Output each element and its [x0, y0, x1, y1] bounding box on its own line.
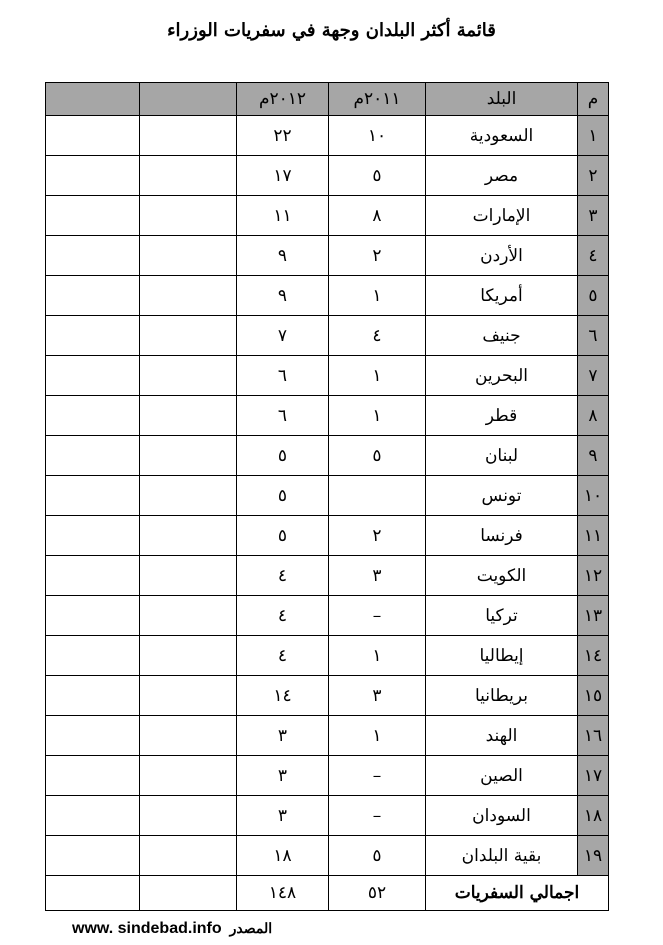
- row-empty-cell: [46, 196, 140, 236]
- source-label: المصدر: [229, 921, 273, 937]
- total-empty-1: [140, 876, 237, 911]
- row-empty-cell: [140, 396, 237, 436]
- row-num-cell: ١٧: [578, 756, 609, 796]
- row-num-cell: ١: [578, 116, 609, 156]
- row-empty-cell: [46, 396, 140, 436]
- table-row: [46, 796, 609, 836]
- row-y2011-cell: ٢: [329, 516, 426, 556]
- row-empty-cell: [140, 676, 237, 716]
- row-num-cell: ١٩: [578, 836, 609, 876]
- row-empty-cell: [46, 516, 140, 556]
- row-y2012-cell: ١٤: [237, 676, 329, 716]
- row-empty-cell: [140, 316, 237, 356]
- total-y2011: ٥٢: [329, 876, 426, 911]
- total-y2012: ١٤٨: [237, 876, 329, 911]
- table-row: [46, 636, 609, 676]
- row-empty-cell: [46, 116, 140, 156]
- row-y2012-cell: ٤: [237, 556, 329, 596]
- header-empty-2: [46, 83, 140, 116]
- row-empty-cell: [46, 796, 140, 836]
- row-empty-cell: [46, 556, 140, 596]
- table-header-row: [46, 83, 609, 116]
- row-num-cell: ١٥: [578, 676, 609, 716]
- row-empty-cell: [140, 436, 237, 476]
- row-empty-cell: [140, 196, 237, 236]
- row-y2011-cell: ١: [329, 636, 426, 676]
- row-y2011-cell: –: [329, 796, 426, 836]
- row-num-cell: ٧: [578, 356, 609, 396]
- row-empty-cell: [140, 556, 237, 596]
- total-label: اجمالي السفريات: [426, 876, 609, 911]
- row-y2012-cell: ٧: [237, 316, 329, 356]
- row-empty-cell: [140, 276, 237, 316]
- row-country-cell: مصر: [426, 156, 578, 196]
- row-empty-cell: [46, 636, 140, 676]
- row-y2012-cell: ٥: [237, 436, 329, 476]
- row-country-cell: لبنان: [426, 436, 578, 476]
- row-country-cell: أمريكا: [426, 276, 578, 316]
- source-line: [72, 920, 272, 938]
- row-empty-cell: [46, 436, 140, 476]
- row-empty-cell: [46, 276, 140, 316]
- row-country-cell: بقية البلدان: [426, 836, 578, 876]
- row-empty-cell: [46, 596, 140, 636]
- row-y2011-cell: ٤: [329, 316, 426, 356]
- row-empty-cell: [140, 716, 237, 756]
- row-empty-cell: [140, 596, 237, 636]
- row-y2011-cell: –: [329, 756, 426, 796]
- row-country-cell: قطر: [426, 396, 578, 436]
- row-num-cell: ٢: [578, 156, 609, 196]
- row-country-cell: البحرين: [426, 356, 578, 396]
- row-empty-cell: [46, 316, 140, 356]
- table-row: [46, 676, 609, 716]
- row-y2011-cell: –: [329, 596, 426, 636]
- row-y2012-cell: ٣: [237, 716, 329, 756]
- row-num-cell: ١١: [578, 516, 609, 556]
- row-y2012-cell: ٩: [237, 276, 329, 316]
- row-empty-cell: [46, 476, 140, 516]
- row-country-cell: الهند: [426, 716, 578, 756]
- row-num-cell: ٣: [578, 196, 609, 236]
- table-row: [46, 116, 609, 156]
- page-title: قائمة أكثر البلدان وجهة في سفريات الوزراء: [167, 20, 496, 41]
- row-empty-cell: [46, 676, 140, 716]
- table-row: [46, 836, 609, 876]
- row-num-cell: ٥: [578, 276, 609, 316]
- row-y2011-cell: ١: [329, 276, 426, 316]
- table-row: [46, 156, 609, 196]
- row-empty-cell: [140, 756, 237, 796]
- row-num-cell: ٩: [578, 436, 609, 476]
- row-empty-cell: [140, 356, 237, 396]
- table-row: [46, 396, 609, 436]
- row-empty-cell: [140, 156, 237, 196]
- source-site[interactable]: www. sindebad.info: [72, 920, 222, 937]
- row-country-cell: السعودية: [426, 116, 578, 156]
- row-num-cell: ٨: [578, 396, 609, 436]
- row-y2012-cell: ٢٢: [237, 116, 329, 156]
- row-y2011-cell: ٥: [329, 156, 426, 196]
- row-y2012-cell: ٥: [237, 476, 329, 516]
- table-row: [46, 436, 609, 476]
- row-country-cell: الكويت: [426, 556, 578, 596]
- row-empty-cell: [140, 236, 237, 276]
- row-country-cell: الصين: [426, 756, 578, 796]
- table-row: [46, 356, 609, 396]
- header-empty-1: [140, 83, 237, 116]
- row-empty-cell: [140, 516, 237, 556]
- row-empty-cell: [46, 716, 140, 756]
- row-country-cell: الإمارات: [426, 196, 578, 236]
- row-y2012-cell: ٣: [237, 796, 329, 836]
- row-empty-cell: [140, 116, 237, 156]
- table-row: [46, 476, 609, 516]
- total-row: [46, 876, 609, 911]
- row-country-cell: إيطاليا: [426, 636, 578, 676]
- row-country-cell: السودان: [426, 796, 578, 836]
- row-y2012-cell: ١٧: [237, 156, 329, 196]
- row-country-cell: فرنسا: [426, 516, 578, 556]
- row-empty-cell: [46, 156, 140, 196]
- row-country-cell: جنيف: [426, 316, 578, 356]
- countries-table: [45, 82, 609, 911]
- table-row: [46, 276, 609, 316]
- row-y2011-cell: ١٠: [329, 116, 426, 156]
- table-row: [46, 556, 609, 596]
- row-y2012-cell: ٦: [237, 356, 329, 396]
- table-row: [46, 756, 609, 796]
- row-num-cell: ١٢: [578, 556, 609, 596]
- header-country: البلد: [426, 83, 578, 116]
- row-y2012-cell: ٤: [237, 636, 329, 676]
- row-y2012-cell: ١١: [237, 196, 329, 236]
- row-empty-cell: [46, 836, 140, 876]
- row-empty-cell: [46, 756, 140, 796]
- row-country-cell: الأردن: [426, 236, 578, 276]
- row-y2011-cell: ٥: [329, 836, 426, 876]
- row-y2011-cell: ٨: [329, 196, 426, 236]
- table-row: [46, 236, 609, 276]
- row-y2011-cell: ٣: [329, 676, 426, 716]
- row-y2012-cell: ٣: [237, 756, 329, 796]
- row-num-cell: ٦: [578, 316, 609, 356]
- row-country-cell: تركيا: [426, 596, 578, 636]
- row-num-cell: ١٨: [578, 796, 609, 836]
- header-y2011: ٢٠١١م: [329, 83, 426, 116]
- row-y2011-cell: ١: [329, 396, 426, 436]
- table-row: [46, 196, 609, 236]
- row-country-cell: تونس: [426, 476, 578, 516]
- row-num-cell: ١٦: [578, 716, 609, 756]
- row-empty-cell: [46, 356, 140, 396]
- table-row: [46, 516, 609, 556]
- table-row: [46, 596, 609, 636]
- header-y2012: ٢٠١٢م: [237, 83, 329, 116]
- row-empty-cell: [140, 636, 237, 676]
- table-row: [46, 716, 609, 756]
- row-y2012-cell: ٥: [237, 516, 329, 556]
- row-num-cell: ١٣: [578, 596, 609, 636]
- row-y2012-cell: ٦: [237, 396, 329, 436]
- row-y2011-cell: ٥: [329, 436, 426, 476]
- total-empty-2: [46, 876, 140, 911]
- row-empty-cell: [140, 476, 237, 516]
- row-num-cell: ٤: [578, 236, 609, 276]
- table-row: [46, 316, 609, 356]
- row-empty-cell: [140, 836, 237, 876]
- row-num-cell: ١٤: [578, 636, 609, 676]
- row-y2011-cell: ٢: [329, 236, 426, 276]
- row-y2011-cell: ٣: [329, 556, 426, 596]
- row-country-cell: بريطانيا: [426, 676, 578, 716]
- row-empty-cell: [46, 236, 140, 276]
- row-y2012-cell: ٤: [237, 596, 329, 636]
- row-y2011-cell: [329, 476, 426, 516]
- row-y2011-cell: ١: [329, 716, 426, 756]
- row-y2012-cell: ٩: [237, 236, 329, 276]
- header-num: م: [578, 83, 609, 116]
- row-y2012-cell: ١٨: [237, 836, 329, 876]
- row-num-cell: ١٠: [578, 476, 609, 516]
- row-y2011-cell: ١: [329, 356, 426, 396]
- row-empty-cell: [140, 796, 237, 836]
